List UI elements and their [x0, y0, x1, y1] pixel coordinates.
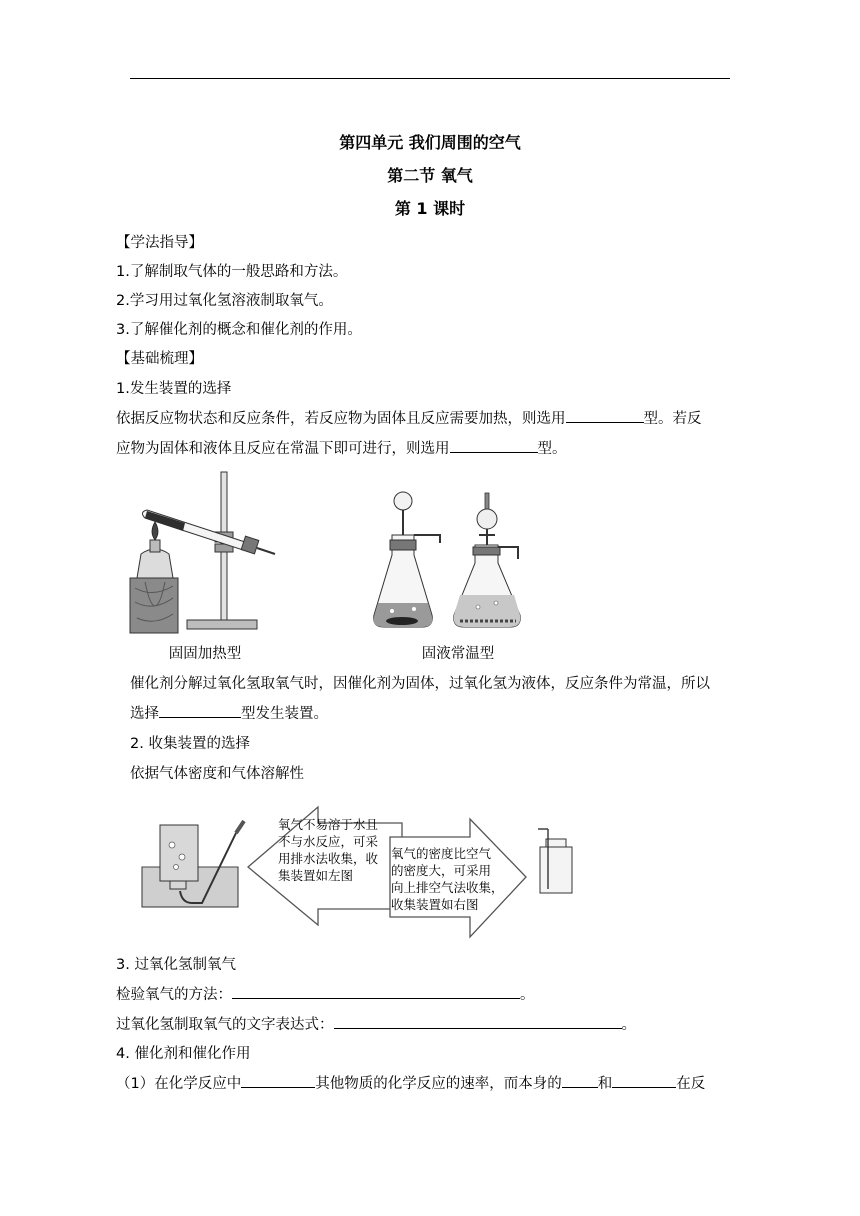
study-guide-item-2: 2.学习用过氧化氢溶液制取氧气。: [116, 293, 333, 309]
answer-blank-2[interactable]: [450, 438, 538, 453]
basics-label: 【基础梳理】: [116, 351, 203, 367]
caption-solid-liquid: 固液常温型: [421, 646, 495, 662]
section-1-paragraph-line-4: 选择 型发生装置。: [130, 702, 328, 723]
answer-blank-catalyst-effect[interactable]: [241, 1073, 315, 1088]
section-1-paragraph-line-3: 催化剂分解过氧化氢取氧气时，因催化剂为固体，过氧化氢为液体，反应条件为常温，所以: [130, 676, 710, 692]
study-guide-item-3: 3.了解催化剂的概念和催化剂的作用。: [116, 322, 362, 338]
section-2-paragraph: 依据气体密度和气体溶解性: [130, 766, 304, 782]
answer-blank-1[interactable]: [566, 408, 644, 423]
header-rule: [130, 78, 730, 79]
section-title: 第二节 氧气: [387, 166, 473, 185]
solid-liquid-apparatus-diagram: [370, 485, 540, 635]
study-guide-label: 【学法指导】: [116, 235, 203, 251]
arrow-left-text: 氧气不易溶于水且 不与水反应，可采 用排水法收集，收 集装置如左图: [278, 817, 379, 883]
section-4-paragraph-line-1: （1）在化学反应中 其他物质的化学反应的速率，而本身的 和 在反: [116, 1072, 705, 1093]
section-1-paragraph-line-1: 依据反应物状态和反应条件，若反应物为固体且反应需要加热，则选用 型。若反: [116, 407, 702, 428]
answer-blank-3[interactable]: [159, 703, 241, 718]
unit-title: 第四单元 我们周围的空气: [339, 133, 521, 152]
answer-blank-oxygen-test[interactable]: [232, 984, 520, 999]
arrow-right-text: 氧气的密度比空气 的密度大，可采用 向上排空气法收集， 收集装置如右图: [391, 846, 504, 912]
section-3-title: 3. 过氧化氢制氧气: [116, 957, 236, 973]
solid-heating-apparatus-diagram: [125, 470, 290, 635]
caption-solid-heating: 固固加热型: [168, 646, 242, 662]
lesson-title: 第 1 课时: [394, 199, 466, 218]
section-2-title: 2. 收集装置的选择: [130, 736, 250, 752]
section-1-paragraph-line-2: 应物为固体和液体且反应在常温下即可进行，则选用 型。: [116, 437, 567, 458]
answer-blank-chemical-property[interactable]: [612, 1073, 676, 1088]
section-1-title: 1.发生装置的选择: [116, 381, 232, 397]
word-equation-line: 过氧化氢制取氧气的文字表达式： 。: [116, 1013, 636, 1034]
answer-blank-word-equation[interactable]: [334, 1014, 622, 1029]
study-guide-item-1: 1.了解制取气体的一般思路和方法。: [116, 264, 348, 280]
oxygen-test-line: 检验氧气的方法： 。: [116, 983, 535, 1004]
section-4-title: 4. 催化剂和催化作用: [116, 1046, 251, 1062]
answer-blank-mass[interactable]: [562, 1073, 598, 1088]
